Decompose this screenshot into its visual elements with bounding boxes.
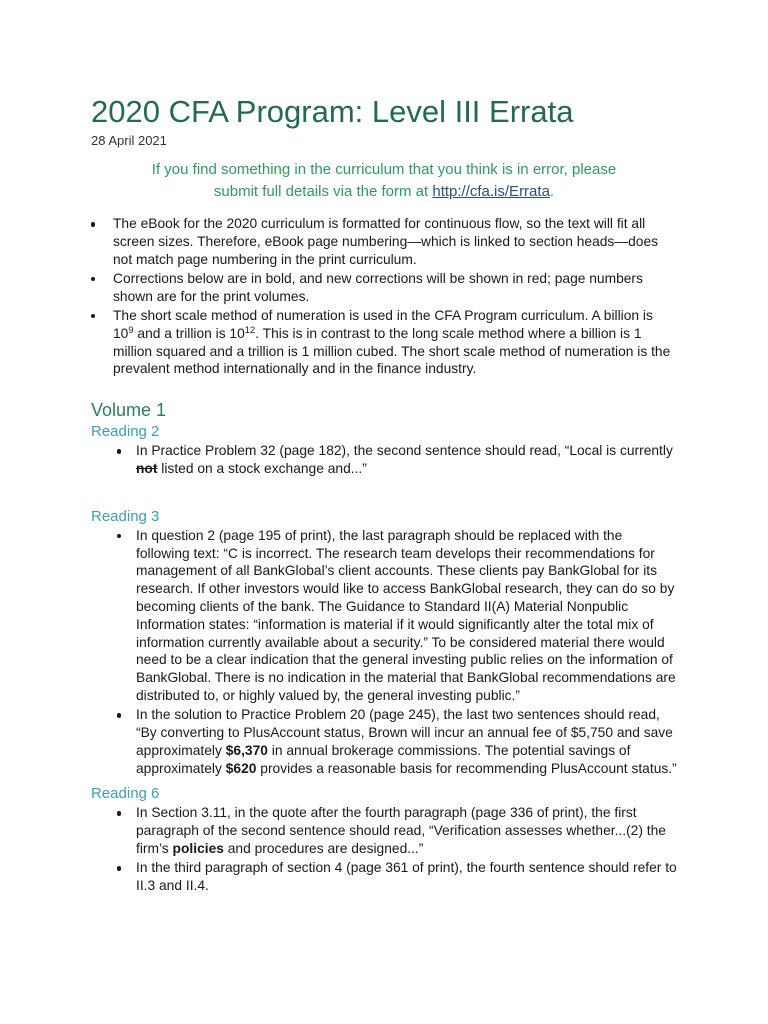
text-line [136, 742, 768, 760]
bold-correction-text: $6,370 [225, 742, 268, 758]
text-run: In Practice Problem 32 (page 182), the second sentence should read, “Local is currently [136, 443, 673, 459]
text-run: . [549, 183, 555, 200]
text-run: submit full details via the form at [213, 183, 433, 200]
text-line [136, 580, 768, 598]
text-run: distributed to, or highly valued by, the general investing public.” [136, 687, 520, 703]
text-line [113, 325, 768, 343]
text-run: listed on a stock exchange and...” [157, 460, 367, 476]
bullet-item [136, 859, 768, 895]
intro-bullet-list [113, 215, 768, 378]
text-line [136, 724, 768, 742]
text-line [136, 616, 768, 634]
text-line [136, 760, 768, 778]
page-title: 2020 CFA Program: Level III Errata [91, 94, 574, 129]
bullet-item [113, 215, 768, 268]
text-run: In Section 3.11, in the quote after the fourth paragraph (page 336 of print), the first [136, 805, 637, 821]
text-run: prevalent method internationally and in the finance industry. [113, 361, 477, 377]
text-line [136, 634, 768, 652]
volume-section [0, 399, 768, 895]
text-line [113, 343, 768, 361]
text-run: following text: “C is incorrect. The research team develops their recommendations for [136, 545, 655, 561]
text-line [136, 804, 768, 822]
bullet-icon [91, 222, 96, 227]
reading-2-section [0, 423, 768, 500]
text-line [136, 527, 768, 545]
text-line [113, 233, 768, 251]
bullet-icon [117, 449, 122, 454]
text-run: research. If other investors would like to access BankGlobal research, they can do so by [136, 581, 675, 597]
volume-heading: Volume 1 [91, 400, 167, 421]
reading-6-bullet-list [136, 804, 768, 894]
text-run: management of all BankGlobal’s client accounts. These clients pay BankGlobal for its [136, 563, 657, 579]
text-run: information currently available about a security.” To be considered material there would [136, 634, 665, 650]
text-run: shown are for the print volumes. [113, 288, 310, 304]
text-line [136, 877, 768, 895]
document-date: 28 April 2021 [91, 133, 167, 148]
text-run: Information states: “information is material if it would significantly alter the total mix of [136, 616, 654, 632]
text-run: The short scale method of numeration is used in the CFA Program curriculum. A billion is [113, 307, 653, 323]
text-line [113, 251, 768, 269]
text-run: “By converting to PlusAccount status, Brown will incur an annual fee of $5,750 and save [136, 725, 673, 741]
bold-correction-text: policies [172, 841, 224, 857]
text-run: Corrections below are in bold, and new corrections will be shown in red; page numbers [113, 270, 643, 286]
reading-3-section [0, 508, 768, 778]
text-run: The eBook for the 2020 curriculum is formatted for continuous flow, so the text will fit all [113, 216, 646, 231]
text-run: firm’s [136, 841, 173, 857]
text-run: provides a reasonable basis for recommending PlusAccount status.” [256, 760, 677, 776]
text-line [113, 307, 768, 325]
bullet-item [136, 804, 768, 857]
bullet-item [136, 706, 768, 777]
text-run: approximately [136, 760, 226, 776]
text-run: 10 [113, 325, 129, 341]
bullet-icon [91, 277, 96, 282]
text-line [136, 706, 768, 724]
bullet-item [113, 270, 768, 306]
bullet-icon [91, 314, 96, 319]
errata-form-link[interactable]: http://cfa.is/Errata [432, 183, 550, 200]
text-line [136, 442, 768, 460]
text-line [113, 215, 768, 233]
text-run: II.3 and II.4. [136, 878, 209, 894]
reading-3-bullet-list [136, 527, 768, 778]
text-run: in annual brokerage commissions. The potential savings of [267, 742, 631, 758]
text-run: In the third paragraph of section 4 (page 361 of print), the fourth sentence should refer to [136, 860, 677, 876]
text-line [113, 288, 768, 306]
bullet-item [136, 527, 768, 705]
text-line [136, 460, 768, 478]
reading-3-heading: Reading 3 [91, 507, 160, 525]
text-run: screen sizes. Therefore, eBook page numbering—which is linked to section heads—does [113, 233, 659, 249]
text-line [136, 562, 768, 580]
reading-list [0, 423, 768, 895]
superscript-text: 9 [128, 325, 134, 336]
text-run: not match page numbering in the print curriculum. [113, 251, 417, 267]
text-line [136, 859, 768, 877]
errata-sections [0, 399, 768, 895]
bold-correction-text: $620 [225, 760, 257, 776]
struck-correction-text: not [136, 460, 158, 476]
text-line [136, 651, 768, 669]
bullet-item [113, 307, 768, 378]
text-run: million squared and a trillion is 1 million cubed. The short scale method of numeration is the [113, 343, 671, 359]
bullet-icon [117, 534, 122, 539]
reading-2-bullet-list [136, 442, 768, 478]
text-run: need to be a clear indication that the general investing public relies on the information of [136, 652, 673, 668]
text-line [136, 840, 768, 858]
text-run: approximately [136, 742, 226, 758]
text-run: BankGlobal. There is no indication in the material that BankGlobal recommendations are [136, 670, 676, 686]
bullet-icon [117, 713, 122, 718]
text-run: In the solution to Practice Problem 20 (page 245), the last two sentences should read, [136, 707, 660, 723]
text-run: . This is in contrast to the long scale method where a billion is 1 [255, 325, 642, 341]
text-line [136, 545, 768, 563]
bullet-icon [117, 811, 122, 816]
text-line [136, 598, 768, 616]
errata-notice [0, 159, 768, 203]
text-run: If you find something in the curriculum that you think is in error, please [151, 161, 617, 178]
bullet-item [136, 442, 768, 478]
superscript-text: 12 [244, 325, 256, 336]
text-line [0, 159, 768, 181]
bullet-icon [117, 866, 122, 871]
reading-6-heading: Reading 6 [91, 785, 160, 803]
text-run: In question 2 (page 195 of print), the last paragraph should be replaced with the [136, 527, 623, 543]
text-run: paragraph of the second sentence should read, “Verification assesses whether...(2) the [136, 823, 666, 839]
text-line [113, 360, 768, 378]
text-run: and procedures are designed...” [223, 841, 424, 857]
text-run: becoming clients of the bank. The Guidance to Standard II(A) Material Nonpublic [136, 598, 629, 614]
reading-6-section [0, 785, 768, 894]
text-line [136, 669, 768, 687]
text-line [0, 181, 768, 203]
text-line [136, 822, 768, 840]
text-run: and a trillion is 10 [133, 325, 245, 341]
reading-2-heading: Reading 2 [91, 423, 160, 441]
text-line [113, 270, 768, 288]
text-line [136, 687, 768, 705]
